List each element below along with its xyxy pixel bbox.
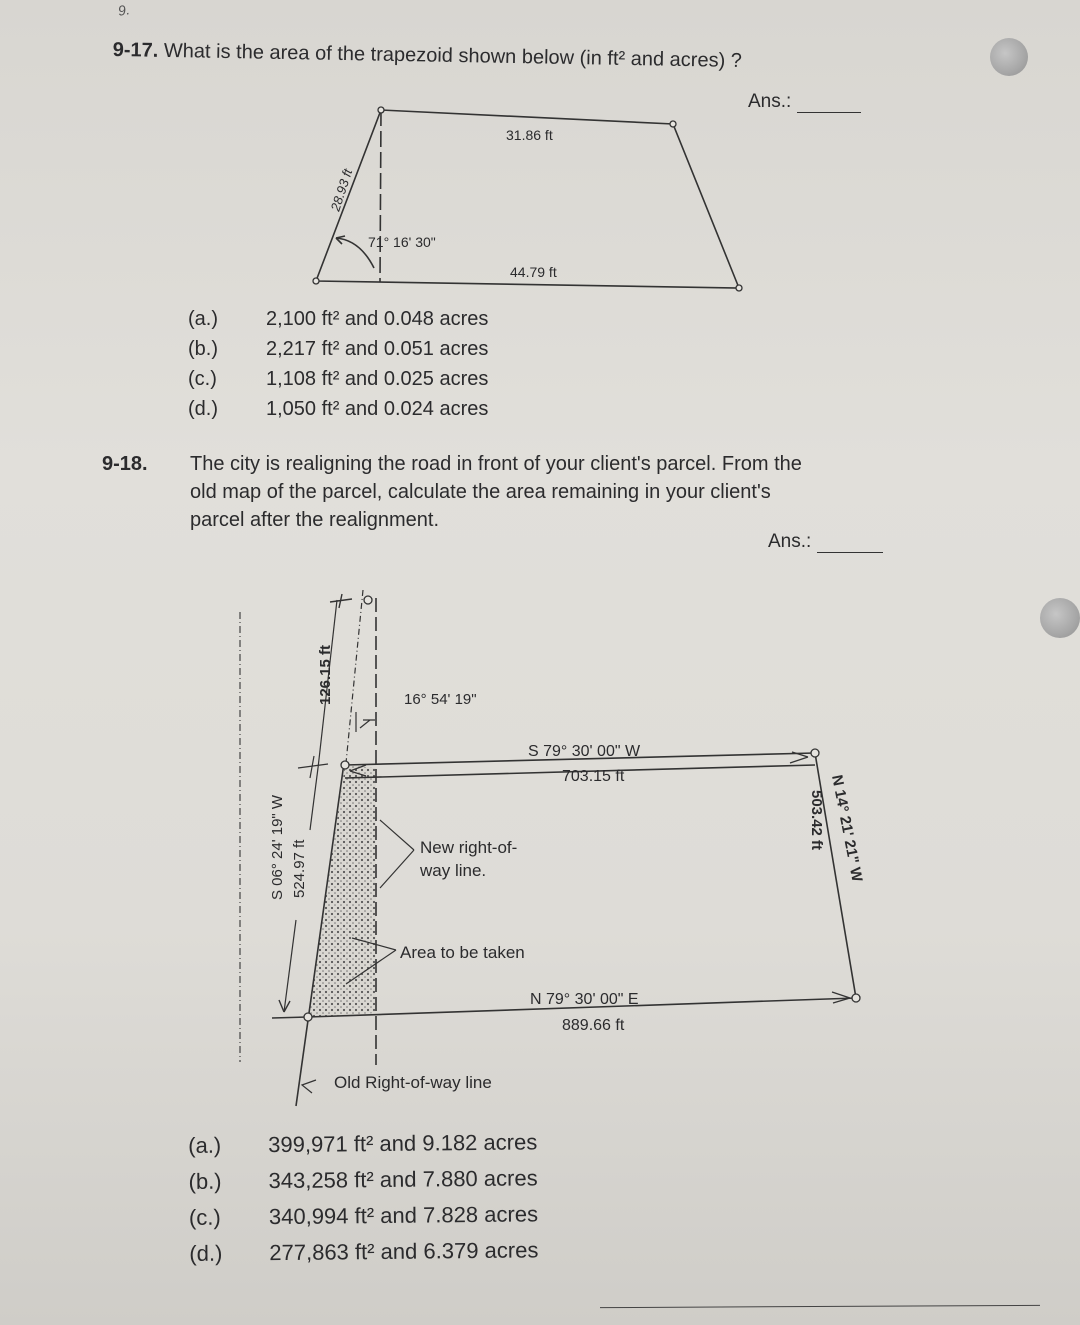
q17-choice-c[interactable] (188, 364, 488, 394)
q18-ans-label: Ans.: (768, 531, 812, 552)
q18-parcel-figure (0, 560, 1080, 1120)
q18-ans-blank[interactable] (817, 530, 883, 553)
angle-marks (356, 712, 375, 732)
choice-text: 2,217 ft² and 0.051 acres (266, 338, 489, 360)
new-row-label-1: New right-of- (420, 838, 518, 857)
q18-question (102, 450, 962, 534)
q17-choice-a[interactable] (188, 304, 488, 334)
corner-nw (341, 761, 349, 769)
area-to-be-taken (308, 765, 376, 1017)
q17-choice-d[interactable] (188, 394, 488, 424)
choice-letter: (a.) (188, 1132, 222, 1158)
top-base-label: 31.86 ft (506, 127, 553, 143)
vertex-top-left (378, 107, 384, 113)
bottom-arrowhead (832, 992, 850, 1003)
south-boundary-outer (272, 1017, 308, 1018)
right-length-label: 503.42 ft (808, 790, 825, 851)
choice-letter: (a.) (188, 308, 218, 330)
height-line (380, 110, 381, 282)
old-row-label: Old Right-of-way line (334, 1073, 492, 1092)
top-length-label: 703.15 ft (562, 768, 625, 785)
q17-choice-b[interactable] (188, 334, 488, 364)
q17-number: 9-17. (112, 38, 159, 62)
top-point (364, 596, 372, 604)
q17-choices (188, 304, 488, 424)
margin-note: 9. (116, 1, 131, 19)
corner-ne (811, 749, 819, 757)
choice-text: 277,863 ft² and 6.379 acres (269, 1237, 539, 1266)
dim-524-upper (310, 768, 318, 830)
dim-tick (298, 756, 328, 778)
bottom-base-label: 44.79 ft (510, 264, 557, 280)
vertex-bottom-left (313, 278, 319, 284)
choice-letter: (d.) (189, 1240, 223, 1266)
area-taken-label: Area to be taken (400, 943, 525, 962)
vertex-top-right (670, 121, 676, 127)
choice-letter: (c.) (188, 368, 217, 390)
choice-text: 399,971 ft² and 9.182 acres (268, 1129, 538, 1158)
q18-text-line-1: The city is realigning the road in front of your client's parcel. From the (190, 453, 802, 475)
q18-answer (768, 530, 883, 553)
choice-text: 1,050 ft² and 0.024 acres (266, 398, 489, 420)
q18-text-line-2: old map of the parcel, calculate the area remaining in your client's (190, 481, 771, 503)
left-length-label: 524.97 ft (291, 839, 308, 898)
choice-text: 343,258 ft² and 7.880 acres (268, 1165, 538, 1194)
q18-choice-b[interactable] (188, 1160, 537, 1200)
choice-letter: (b.) (188, 338, 218, 360)
vertex-bottom-right (736, 285, 742, 291)
q18-number: 9-18. (102, 453, 148, 475)
new-row-label-2: way line. (420, 861, 487, 880)
upper-extension-line (346, 590, 363, 763)
q18-choice-d[interactable] (189, 1232, 538, 1272)
right-bearing-label: N 14° 21' 21" W (828, 773, 866, 884)
bottom-length-label: 889.66 ft (562, 1017, 625, 1034)
corner-se (852, 994, 860, 1002)
choice-letter: (b.) (188, 1168, 222, 1194)
choice-text: 2,100 ft² and 0.048 acres (266, 308, 489, 330)
angle-16-label: 16° 54' 19" (404, 691, 477, 708)
bottom-bearing-label: N 79° 30' 00" E (530, 991, 639, 1008)
q18-choices (188, 1124, 539, 1272)
dim-524-line (284, 920, 296, 1012)
q17-text: What is the area of the trapezoid shown below (in ft² and acres) ? (163, 39, 743, 72)
dim-126-label: 126.15 ft (317, 644, 334, 705)
dim-126-top-arrow (330, 594, 352, 608)
q18-text-line-3: parcel after the realignment. (190, 509, 440, 531)
q17-trapezoid-figure (0, 0, 1080, 310)
q18-choice-a[interactable] (188, 1124, 537, 1164)
choice-text: 340,994 ft² and 7.828 acres (268, 1201, 539, 1230)
new-row-leader (380, 820, 414, 888)
top-bearing-label: S 79° 30' 00" W (528, 743, 641, 760)
left-bearing-label: S 06° 24' 19" W (269, 794, 286, 900)
corner-sw (304, 1013, 312, 1021)
choice-text: 1,108 ft² and 0.025 acres (266, 368, 489, 390)
q18-choice-c[interactable] (189, 1196, 538, 1236)
bottom-rule (600, 1305, 1040, 1308)
side-label: 28.93 ft (327, 167, 356, 213)
choice-letter: (c.) (188, 1204, 221, 1230)
choice-letter: (d.) (188, 398, 218, 420)
q17-ans-label: Ans.: (748, 91, 792, 112)
angle-label: 71° 16' 30" (368, 234, 436, 250)
old-row-leader (302, 1080, 316, 1093)
